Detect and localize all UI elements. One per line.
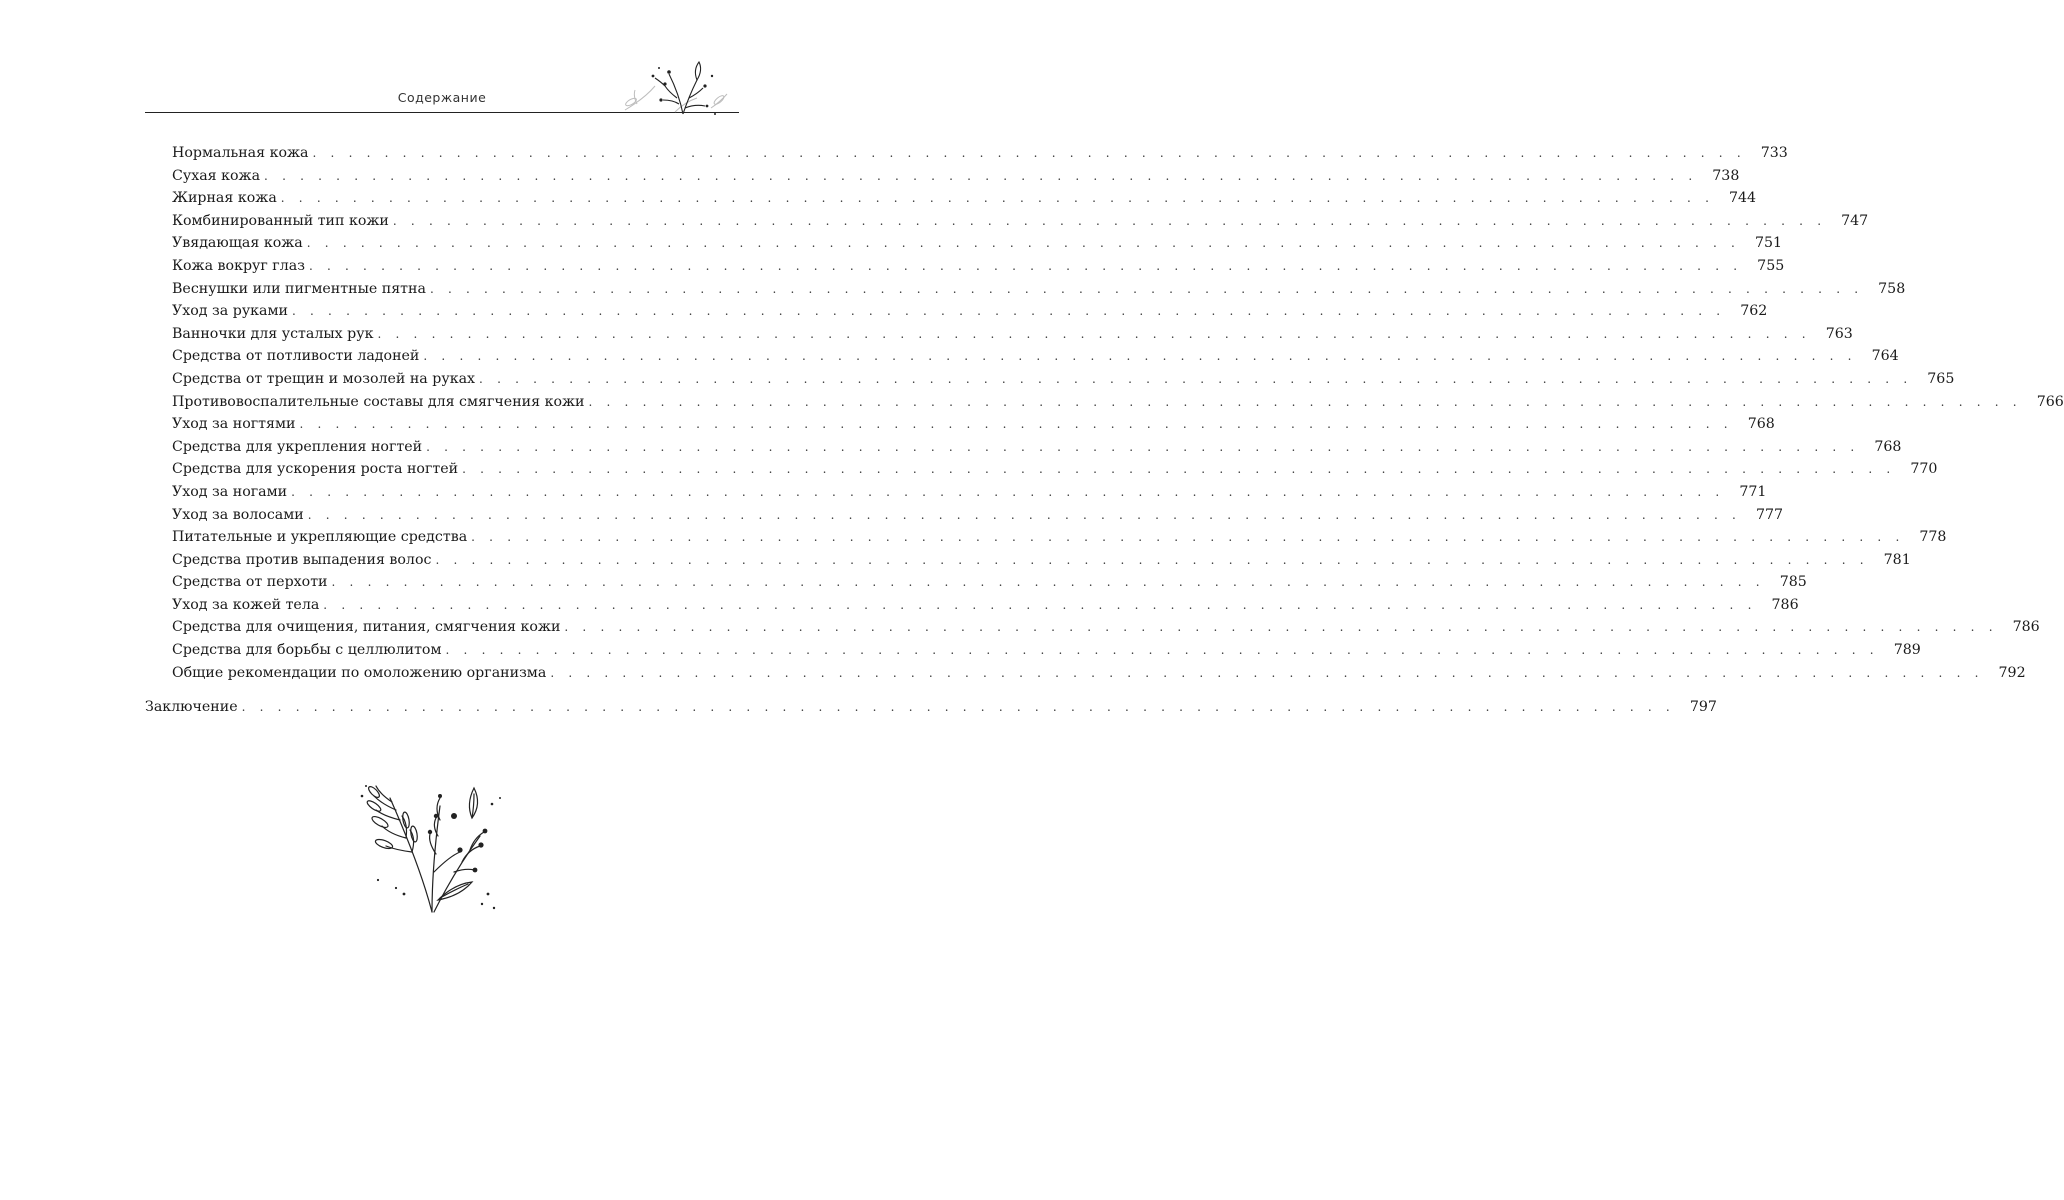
- toc-entry: [145, 594, 1799, 617]
- toc-entry-title: Средства от потливости ладоней: [172, 345, 423, 368]
- toc-entry: [145, 458, 1938, 481]
- toc-entry-title: Средства против выпадения волос: [172, 549, 435, 572]
- dot-leader: . . . . . . . . . . . . . . . . . . . . . . . . . . . . . . . . . . . . . . . . . . . . . . . . . . . . . . . . . . . . . . . . . . . . . . . . . . . . . . . .: [307, 507, 1742, 522]
- dot-leader: . . . . . . . . . . . . . . . . . . . . . . . . . . . . . . . . . . . . . . . . . . . . . . . . . . . . . . . . . . . . . . . . . . . . . . . . . . . . . . . .: [426, 439, 1860, 454]
- dot-leader: . . . . . . . . . . . . . . . . . . . . . . . . . . . . . . . . . . . . . . . . . . . . . . . . . . . . . . . . . . . . . . . . . . . . . . . . . . . . . . . .: [291, 484, 1725, 499]
- dot-leader: . . . . . . . . . . . . . . . . . . . . . . . . . . . . . . . . . . . . . . . . . . . . . . . . . . . . . . . . . . . . . . . . . . . . . . . . . . . . . . . .: [306, 236, 1741, 251]
- dot-leader: . . . . . . . . . . . . . . . . . . . . . . . . . . . . . . . . . . . . . . . . . . . . . . . . . . . . . . . . . . . . . . . . . . . . . . . . . . . . . . . .: [308, 258, 1743, 273]
- toc-entry-page-number: 792: [1998, 664, 2026, 681]
- toc-entry-page-number: 771: [1739, 483, 1767, 500]
- dot-leader: . . . . . . . . . . . . . . . . . . . . . . . . . . . . . . . . . . . . . . . . . . . . . . . . . . . . . . . . . . . . . . . . . . . . . . . . . . . . . . . .: [588, 394, 2022, 409]
- toc-entry-page-number: 758: [1878, 280, 1906, 297]
- toc-entry-page-number: 797: [1689, 699, 1717, 716]
- toc-entry: [145, 639, 1921, 662]
- dot-leader: . . . . . . . . . . . . . . . . . . . . . . . . . . . . . . . . . . . . . . . . . . . . . . . . . . . . . . . . . . . . . . . . . . . . . . . . . . . . . . . .: [299, 417, 1733, 432]
- toc-entry-title: Комбинированный тип кожи: [172, 210, 393, 233]
- toc-entry: [145, 436, 1902, 459]
- floral-sprig-icon: [615, 58, 735, 118]
- toc-entry-title: Уход за руками: [172, 300, 292, 323]
- dot-leader: . . . . . . . . . . . . . . . . . . . . . . . . . . . . . . . . . . . . . . . . . . . . . . . . . . . . . . . . . . . . . . . . . . . . . . . . . . . . . . . .: [264, 168, 1698, 183]
- toc-entry-title: Средства от перхоти: [172, 571, 332, 594]
- toc-entry-page-number: 768: [1874, 438, 1902, 455]
- dot-leader: . . . . . . . . . . . . . . . . . . . . . . . . . . . . . . . . . . . . . . . . . . . . . . . . . . . . . . . . . . . . . . . . . . . . . . . . . . . . . . . .: [423, 349, 1857, 364]
- toc-entry-title: Ванночки для усталых рук: [172, 323, 377, 346]
- toc-entry-page-number: 777: [1755, 506, 1784, 523]
- toc-entry-title: Общие рекомендации по омоложению организма: [172, 662, 550, 685]
- toc-entry-title: Средства от трещин и мозолей на руках: [172, 368, 479, 391]
- running-header: [145, 58, 739, 118]
- toc-entry: [145, 142, 1788, 165]
- toc-entry-page-number: 747: [1841, 212, 1869, 229]
- toc-entry-page-number: 763: [1825, 325, 1853, 342]
- toc-entry-title: Увядающая кожа: [172, 232, 307, 255]
- dot-leader: . . . . . . . . . . . . . . . . . . . . . . . . . . . . . . . . . . . . . . . . . . . . . . . . . . . . . . . . . . . . . . . . . . . . . . . . . . . . . . . .: [312, 146, 1746, 160]
- dot-leader: . . . . . . . . . . . . . . . . . . . . . . . . . . . . . . . . . . . . . . . . . . . . . . . . . . . . . . . . . . . . . . . . . . . . . . . . . . . . . . . .: [392, 213, 1827, 228]
- toc-entry: [145, 345, 1899, 368]
- toc-entry: [145, 187, 1757, 210]
- toc-entry: [145, 481, 1767, 504]
- dot-leader: . . . . . . . . . . . . . . . . . . . . . . . . . . . . . . . . . . . . . . . . . . . . . . . . . . . . . . . . . . . . . . . . . . . . . . . . . . . . . . . .: [429, 281, 1864, 296]
- toc-entry-page-number: 755: [1757, 257, 1785, 274]
- toc-entry-page-number: 751: [1754, 235, 1783, 252]
- dot-leader: . . . . . . . . . . . . . . . . . . . . . . . . . . . . . . . . . . . . . . . . . . . . . . . . . . . . . . . . . . . . . . . . . . . . . . . . . . . . . . . .: [479, 371, 1913, 386]
- toc-entry: [145, 391, 2064, 414]
- toc-entry: [145, 278, 1906, 301]
- toc-entry-page-number: 785: [1779, 574, 1807, 591]
- toc-entry: [145, 571, 1807, 594]
- running-header-title: Содержание: [397, 90, 487, 105]
- toc-entry-title: Уход за волосами: [172, 504, 308, 527]
- dot-leader: . . . . . . . . . . . . . . . . . . . . . . . . . . . . . . . . . . . . . . . . . . . . . . . . . . . . . . . . . . . . . . . . . . . . . . . . . . . . . . . .: [435, 552, 1869, 567]
- toc-entry-title: Средства для борьбы с целлюлитом: [172, 639, 446, 662]
- toc-entry: [145, 300, 1768, 323]
- dot-leader: . . . . . . . . . . . . . . . . . . . . . . . . . . . . . . . . . . . . . . . . . . . . . . . . . . . . . . . . . . . . . . . . . . . . . . . . . . . . . . . .: [241, 700, 1675, 715]
- toc-entry-page-number: 765: [1927, 370, 1955, 387]
- toc-entry-page-number: 786: [1771, 596, 1799, 613]
- toc-entry-conclusion: [145, 696, 1717, 719]
- toc-entry: [145, 662, 2026, 685]
- toc-entry-title: Жирная кожа: [172, 187, 281, 210]
- toc-entry: [145, 165, 1740, 188]
- toc-entry: [145, 526, 1947, 549]
- toc-entry-page-number: 766: [2036, 393, 2064, 410]
- toc-entry: [145, 255, 1785, 278]
- toc-entry-page-number: 768: [1747, 416, 1775, 433]
- toc-entry-page-number: 781: [1883, 551, 1911, 568]
- toc-entry-page-number: 733: [1760, 145, 1788, 161]
- toc-entry-title: Уход за ногтями: [172, 413, 299, 436]
- toc-entry-title: Противовоспалительные составы для смягчения кожи: [172, 391, 589, 414]
- toc-entry-page-number: 764: [1871, 348, 1899, 365]
- table-of-contents: [145, 142, 2064, 719]
- toc-entry-title: Средства для очищения, питания, смягчения кожи: [172, 616, 564, 639]
- toc-entry: [145, 504, 1784, 527]
- toc-entry-page-number: 770: [1910, 461, 1938, 478]
- dot-leader: . . . . . . . . . . . . . . . . . . . . . . . . . . . . . . . . . . . . . . . . . . . . . . . . . . . . . . . . . . . . . . . . . . . . . . . . . . . . . . . .: [292, 304, 1726, 319]
- toc-entry-page-number: 786: [2012, 619, 2040, 636]
- toc-entry-title: Веснушки или пигментные пятна: [172, 278, 430, 301]
- toc-entry: [145, 210, 1869, 233]
- toc-entry-title: Средства для укрепления ногтей: [172, 436, 426, 459]
- toc-entry: [145, 232, 1783, 255]
- dot-leader: . . . . . . . . . . . . . . . . . . . . . . . . . . . . . . . . . . . . . . . . . . . . . . . . . . . . . . . . . . . . . . . . . . . . . . . . . . . . . . . .: [331, 575, 1765, 590]
- toc-entry-title: Нормальная кожа: [172, 142, 313, 165]
- toc-entry-title: Заключение: [145, 696, 242, 719]
- toc-entry-title: Уход за кожей тела: [172, 594, 323, 617]
- toc-entry: [145, 616, 2040, 639]
- toc-entry-title: Средства для ускорения роста ногтей: [172, 458, 462, 481]
- dot-leader: . . . . . . . . . . . . . . . . . . . . . . . . . . . . . . . . . . . . . . . . . . . . . . . . . . . . . . . . . . . . . . . . . . . . . . . . . . . . . . . .: [471, 530, 1905, 545]
- dot-leader: . . . . . . . . . . . . . . . . . . . . . . . . . . . . . . . . . . . . . . . . . . . . . . . . . . . . . . . . . . . . . . . . . . . . . . . . . . . . . . . .: [550, 665, 1984, 680]
- toc-entry-title: Сухая кожа: [172, 165, 264, 188]
- dot-leader: . . . . . . . . . . . . . . . . . . . . . . . . . . . . . . . . . . . . . . . . . . . . . . . . . . . . . . . . . . . . . . . . . . . . . . . . . . . . . . . .: [564, 620, 1998, 635]
- toc-entry: [145, 413, 1775, 436]
- dot-leader: . . . . . . . . . . . . . . . . . . . . . . . . . . . . . . . . . . . . . . . . . . . . . . . . . . . . . . . . . . . . . . . . . . . . . . . . . . . . . . . .: [445, 643, 1879, 658]
- toc-entry: [145, 323, 1853, 346]
- toc-entry-title: Уход за ногами: [172, 481, 291, 504]
- toc-entry-title: Питательные и укрепляющие средства: [172, 526, 471, 549]
- toc-entry: [145, 549, 1911, 572]
- toc-entry-page-number: 762: [1740, 303, 1768, 320]
- toc-entry-page-number: 778: [1919, 529, 1947, 546]
- toc-entry: [145, 368, 1955, 391]
- dot-leader: . . . . . . . . . . . . . . . . . . . . . . . . . . . . . . . . . . . . . . . . . . . . . . . . . . . . . . . . . . . . . . . . . . . . . . . . . . . . . . . .: [462, 462, 1896, 477]
- toc-entry-page-number: 744: [1729, 190, 1757, 207]
- dot-leader: . . . . . . . . . . . . . . . . . . . . . . . . . . . . . . . . . . . . . . . . . . . . . . . . . . . . . . . . . . . . . . . . . . . . . . . . . . . . . . . .: [377, 326, 1811, 341]
- toc-entry-title: Кожа вокруг глаз: [172, 255, 309, 278]
- toc-entry-page-number: 789: [1893, 642, 1921, 659]
- floral-branch-icon: [350, 776, 530, 916]
- dot-leader: . . . . . . . . . . . . . . . . . . . . . . . . . . . . . . . . . . . . . . . . . . . . . . . . . . . . . . . . . . . . . . . . . . . . . . . . . . . . . . . .: [280, 191, 1715, 206]
- dot-leader: . . . . . . . . . . . . . . . . . . . . . . . . . . . . . . . . . . . . . . . . . . . . . . . . . . . . . . . . . . . . . . . . . . . . . . . . . . . . . . . .: [323, 597, 1757, 612]
- toc-entry-page-number: 738: [1712, 167, 1740, 184]
